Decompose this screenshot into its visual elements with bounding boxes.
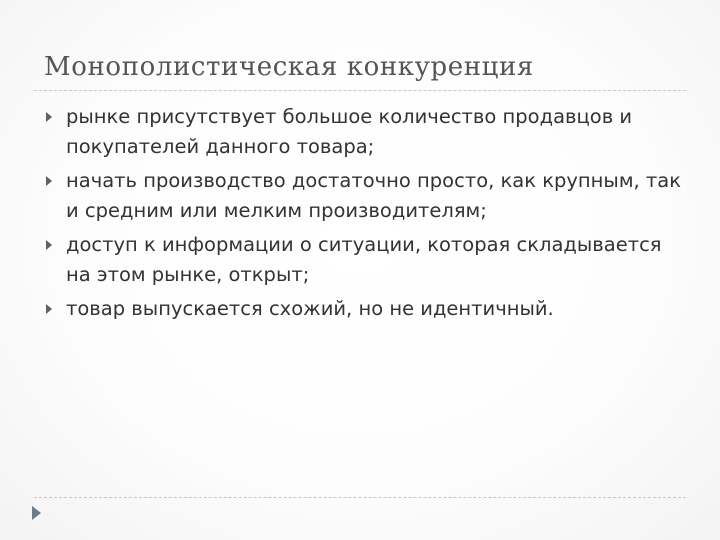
bullet-text: рынке присутствует большое количество продавцов и покупателей данного товара; [66,105,633,158]
triangle-right-icon [46,176,52,186]
list-item [44,230,684,290]
title-divider [34,90,686,91]
triangle-right-icon [46,112,52,122]
list-item [44,294,684,324]
footer-divider [34,497,686,498]
list-item [44,166,684,226]
bullet-list [44,102,684,328]
list-item [44,102,684,162]
bullet-text: начать производство достаточно просто, как крупным, так и средним или мелким производителям; [66,169,682,222]
play-arrow-icon[interactable] [32,506,41,520]
triangle-right-icon [46,240,52,250]
bullet-text: товар выпускается схожий, но не идентичный. [66,297,554,320]
slide-title: Монополистическая конкуренция [44,52,534,82]
bullet-text: доступ к информации о ситуации, которая складывается на этом рынке, открыт; [66,233,662,286]
triangle-right-icon [46,304,52,314]
